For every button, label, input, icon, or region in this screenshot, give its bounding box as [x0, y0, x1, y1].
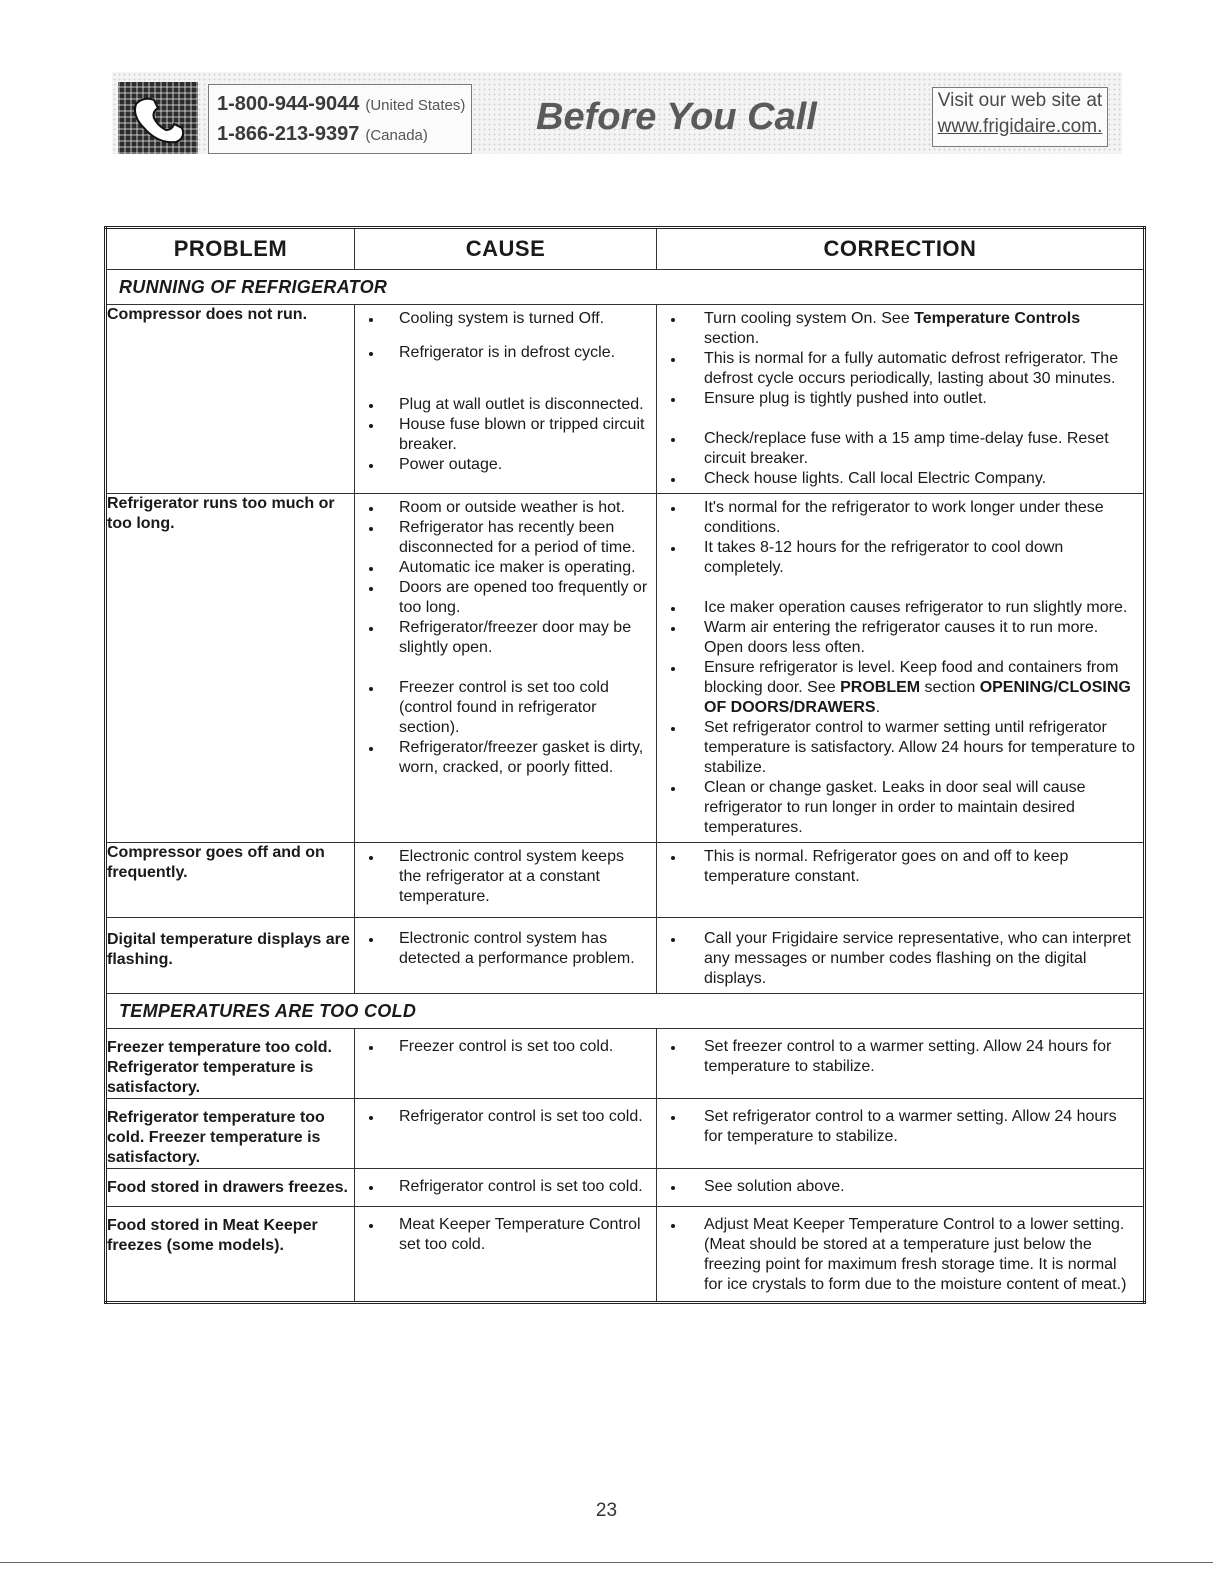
correction-item: It's normal for the refrigerator to work longer under these conditions.	[667, 498, 1135, 538]
cause-item: Automatic ice maker is operating.	[365, 558, 648, 578]
phone-ca-line	[217, 123, 428, 146]
correction-text: Turn cooling system On. See	[704, 310, 915, 327]
cause-item: Plug at wall outlet is disconnected.	[365, 395, 648, 415]
correction-cell	[657, 1099, 1145, 1169]
cause-item: Meat Keeper Temperature Control set too cold.	[365, 1215, 648, 1255]
correction-item: Ice maker operation causes refrigerator to run slightly more.	[667, 598, 1135, 618]
cause-cell	[355, 1099, 657, 1169]
table-row	[106, 305, 1145, 494]
cause-item: Refrigerator has recently been disconnected for a period of time.	[365, 518, 648, 558]
website-box	[932, 87, 1108, 147]
problem-cell: Compressor does not run.	[106, 305, 355, 494]
correction-emphasis: PROBLEM	[840, 679, 921, 696]
correction-item: This is normal. Refrigerator goes on and off to keep temperature constant.	[667, 847, 1135, 887]
cause-item: Refrigerator is in defrost cycle.	[365, 343, 648, 363]
problem-cell: Compressor goes off and on frequently.	[106, 843, 355, 918]
problem-cell: Refrigerator temperature too cold. Freezer temperature is satisfactory.	[106, 1099, 355, 1169]
section-heading: RUNNING OF REFRIGERATOR	[106, 270, 1145, 305]
cause-item: Refrigerator control is set too cold.	[365, 1177, 648, 1197]
cause-cell	[355, 918, 657, 994]
page-title: Before You Call	[536, 96, 817, 138]
website-intro: Visit our web site at	[937, 90, 1103, 111]
problem-cell: Digital temperature displays are flashing.	[106, 918, 355, 994]
website-link[interactable]: www.frigidaire.com.	[937, 116, 1103, 137]
correction-cell	[657, 1169, 1145, 1207]
telephone-icon	[118, 82, 198, 154]
cause-item: Freezer control is set too cold.	[365, 1037, 648, 1057]
header-banner	[112, 72, 1122, 154]
correction-item: Set freezer control to a warmer setting. Allow 24 hours for temperature to stabilize.	[667, 1037, 1135, 1077]
correction-cell	[657, 1029, 1145, 1099]
cause-item: Refrigerator/freezer door may be slightly open.	[365, 618, 648, 658]
table-header-row	[106, 228, 1145, 270]
section-heading-row	[106, 994, 1145, 1029]
phone-ca-number[interactable]: 1-866-213-9397	[217, 123, 360, 145]
correction-cell	[657, 494, 1145, 843]
correction-emphasis: Temperature Controls	[914, 310, 1081, 327]
section-heading-row	[106, 270, 1145, 305]
correction-item: Ensure plug is tightly pushed into outlet.	[667, 389, 1135, 409]
correction-item: Check/replace fuse with a 15 amp time-delay fuse. Reset circuit breaker.	[667, 429, 1135, 469]
correction-emphasis: OPENING/CLOSING OF DOORS/DRAWERS	[704, 679, 1131, 716]
correction-item: It takes 8-12 hours for the refrigerator to cool down completely.	[667, 538, 1135, 578]
troubleshooting-table	[104, 226, 1146, 1304]
phone-numbers-box	[208, 84, 472, 154]
correction-item: Set refrigerator control to warmer setting until refrigerator temperature is satisfactory. Allow 24 hours for temperature to stabilize.	[667, 718, 1135, 778]
cause-cell	[355, 305, 657, 494]
cause-cell	[355, 843, 657, 918]
problem-cell: Food stored in Meat Keeper freezes (some models).	[106, 1207, 355, 1303]
problem-cell: Refrigerator runs too much or too long.	[106, 494, 355, 843]
correction-item	[667, 658, 1135, 718]
cause-cell	[355, 1207, 657, 1303]
cause-item: Doors are opened too frequently or too long.	[365, 578, 648, 618]
cause-item: Cooling system is turned Off.	[365, 309, 648, 329]
cause-item: Freezer control is set too cold (control found in refrigerator section).	[365, 678, 648, 738]
phone-us-line	[217, 93, 465, 116]
page-number: 23	[595, 1500, 618, 1521]
cause-item: Electronic control system keeps the refrigerator at a constant temperature.	[365, 847, 648, 907]
column-header-correction: CORRECTION	[657, 228, 1145, 270]
table-row	[106, 918, 1145, 994]
cause-cell	[355, 1029, 657, 1099]
column-header-problem: PROBLEM	[106, 228, 355, 270]
cause-item: Electronic control system has detected a performance problem.	[365, 929, 648, 969]
cause-item: Refrigerator control is set too cold.	[365, 1107, 648, 1127]
correction-text: section	[920, 679, 980, 696]
page-bottom-rule	[0, 1562, 1213, 1563]
table-row	[106, 1029, 1145, 1099]
table-row	[106, 494, 1145, 843]
problem-cell: Freezer temperature too cold. Refrigerator temperature is satisfactory.	[106, 1029, 355, 1099]
table-row	[106, 1207, 1145, 1303]
correction-cell	[657, 843, 1145, 918]
phone-us-label: (United States)	[365, 97, 466, 114]
cause-item: Power outage.	[365, 455, 648, 475]
cause-cell	[355, 1169, 657, 1207]
correction-text: .	[875, 699, 881, 716]
correction-text: Ensure refrigerator is level. Keep food and containers from blocking door. See	[704, 659, 1119, 696]
cause-cell	[355, 494, 657, 843]
correction-cell	[657, 918, 1145, 994]
cause-item: House fuse blown or tripped circuit breaker.	[365, 415, 648, 455]
correction-item: Adjust Meat Keeper Temperature Control to a lower setting. (Meat should be stored at a temperature just below the freezing point for maximum fresh storage time. It is normal for ice crystals to form due to the moisture content of meat.)	[667, 1215, 1135, 1295]
correction-item: Check house lights. Call local Electric Company.	[667, 469, 1135, 489]
correction-cell	[657, 1207, 1145, 1303]
correction-item: Warm air entering the refrigerator causes it to run more. Open doors less often.	[667, 618, 1135, 658]
table-row	[106, 843, 1145, 918]
problem-cell: Food stored in drawers freezes.	[106, 1169, 355, 1207]
section-heading: TEMPERATURES ARE TOO COLD	[106, 994, 1145, 1029]
column-header-cause: CAUSE	[355, 228, 657, 270]
correction-item: See solution above.	[667, 1177, 1135, 1197]
table-row	[106, 1169, 1145, 1207]
phone-us-number[interactable]: 1-800-944-9044	[217, 93, 360, 115]
table-row	[106, 1099, 1145, 1169]
correction-text: section.	[704, 330, 760, 347]
correction-cell	[657, 305, 1145, 494]
correction-item	[667, 309, 1135, 349]
cause-item: Refrigerator/freezer gasket is dirty, worn, cracked, or poorly fitted.	[365, 738, 648, 778]
phone-ca-label: (Canada)	[365, 127, 428, 144]
correction-item: Clean or change gasket. Leaks in door seal will cause refrigerator to run longer in order to maintain desired temperatures.	[667, 778, 1135, 838]
correction-item: Set refrigerator control to a warmer setting. Allow 24 hours for temperature to stabilize.	[667, 1107, 1135, 1147]
correction-item: Call your Frigidaire service representative, who can interpret any messages or number codes flashing on the digital displays.	[667, 929, 1135, 989]
cause-item: Room or outside weather is hot.	[365, 498, 648, 518]
correction-item: This is normal for a fully automatic defrost refrigerator. The defrost cycle occurs periodically, lasting about 30 minutes.	[667, 349, 1135, 389]
